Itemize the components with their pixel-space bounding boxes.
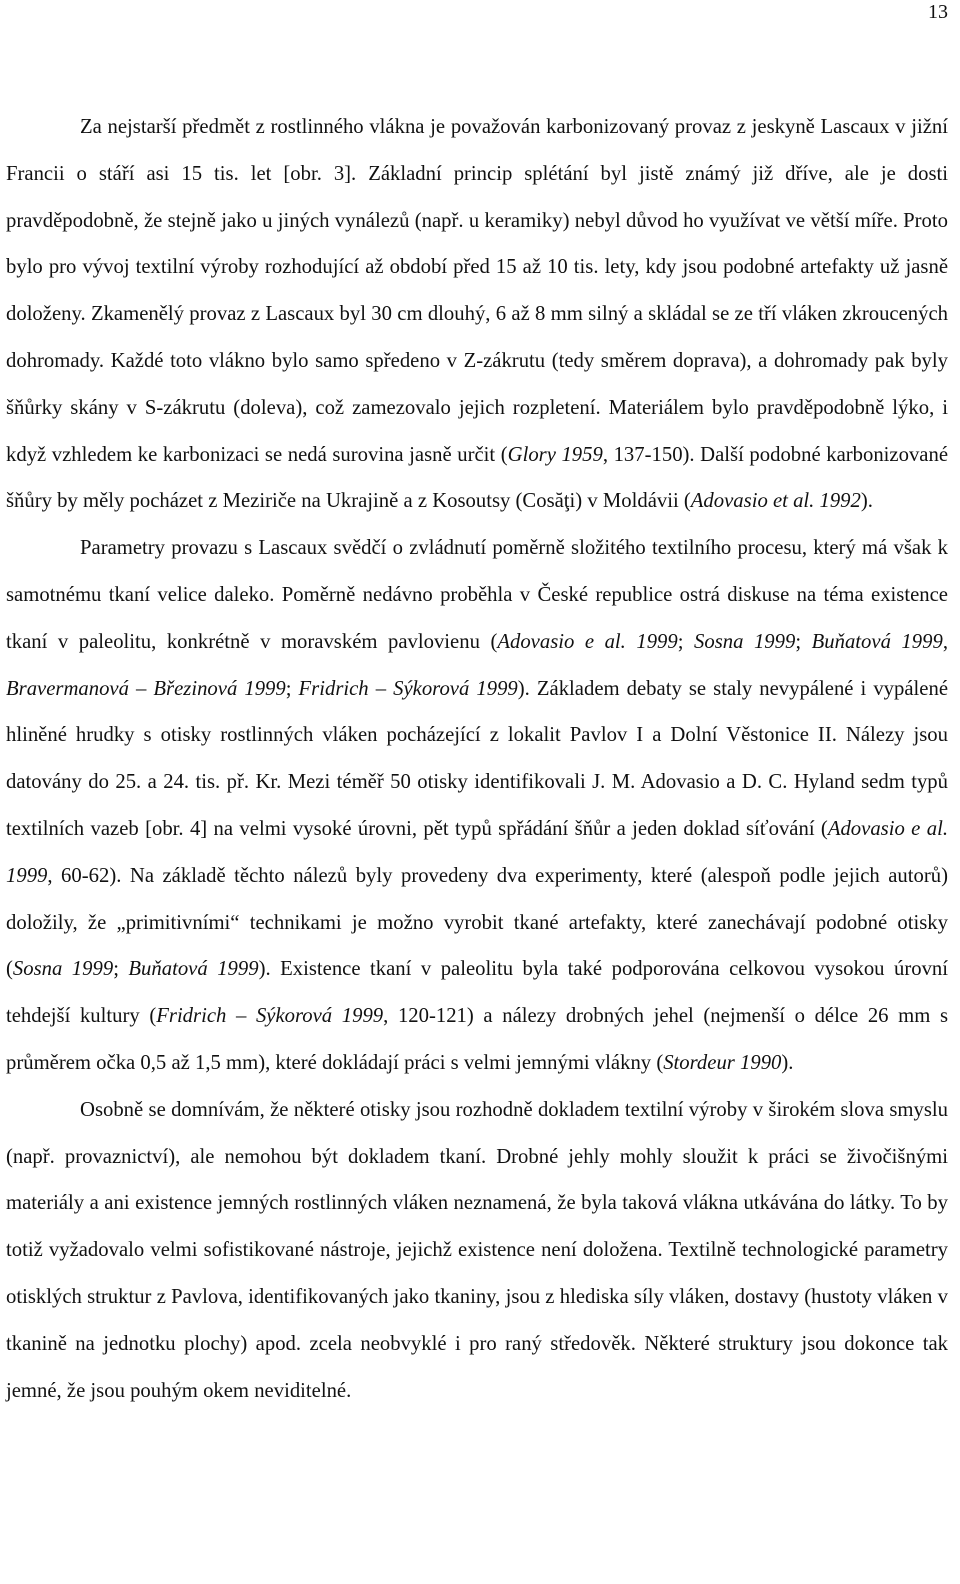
citation: Buňatová 1999 (811, 630, 943, 653)
text-run: ; (113, 958, 129, 981)
paragraph-2 (6, 525, 948, 1087)
text-run: ; (795, 630, 812, 653)
citation: Buňatová 1999 (128, 958, 259, 981)
text-run: ). Základem debaty se staly nevypálené i vypálené hliněné hrudky s otisky rostlinných vláken pocházející z lokalit Pavlov I a Dolní Věstonice II. Nálezy jsou datovány do 25. a 24. tis. př. Kr. Mezi téměř 50 otisky identifikovali J. M. Adovasio a D. C. Hyland sedm typů textilních vazeb [obr. 4] na velmi vysoké úrovni, pět typů spřádání šňůr a jeden doklad síťování ( (6, 677, 949, 840)
citation: Glory 1959 (507, 443, 603, 466)
citation: Bravermanová – Březinová 1999 (6, 677, 286, 700)
citation: Stordeur 1990 (663, 1051, 782, 1074)
text-run: ; (285, 677, 299, 700)
text-run: , 120-121) a nálezy drobných jehel (nejmenší o délce 26 mm s průměrem očka 0,5 až 1,5 mm), které dokládají práci s velmi jemnými vlákny ( (6, 1005, 949, 1074)
text-run: ). (860, 490, 873, 513)
citation: Adovasio e al. 1999 (497, 630, 678, 653)
citation: Fridrich – Sýkorová 1999 (298, 677, 518, 700)
text-run: Za nejstarší předmět z rostlinného vlákna je považován karbonizovaný provaz z jeskyně Lascaux v jižní Francii o stáří asi 15 tis. let [obr. 3]. Základní princip splétání byl jistě známý již dříve, ale je dosti pravděpodobně, že stejně jako u jiných vynálezů (např. u keramiky) nebyl důvod ho využívat ve větší míře. Proto bylo pro vývoj textilní výroby rozhodující až období před 15 až 10 tis. lety, kdy jsou podobné artefakty už jasně doloženy. Zkamenělý provaz z Lascaux byl 30 cm dlouhý, 6 až 8 mm silný a skládal se ze tří vláken zkroucených dohromady. Každé toto vlákno bylo samo spředeno v Z-zákrutu (tedy směrem doprava), a dohromady pak byly šňůrky skány v S-zákrutu (doleva), což zamezovalo jejich rozpletení. Materiálem bylo pravděpodobně lýko, i když vzhledem ke karbonizaci se nedá surovina jasně určit ( (6, 116, 948, 466)
text-run: Parametry provazu s Lascaux svědčí o zvládnutí poměrně složitého textilního procesu, který má však k samotnému tkaní velice daleko. Poměrně nedávno proběhla v České republice ostrá diskuse na téma existence tkaní v paleolitu, konkrétně v moravském pavlovienu ( (6, 537, 948, 653)
text-run: ). Existence tkaní v paleolitu byla také podporována celkovou vysokou úrovní tehdejší kultury ( (6, 958, 949, 1028)
text-run: , 60-62). Na základě těchto nálezů byly provedeny dva experimenty, které (alespoň podle jejich autorů) doložily, že „primitivními“ technikami je možno vyrobit tkané artefakty, které zanechávají podobné otisky ( (6, 864, 948, 981)
page-number: 13 (928, 1, 948, 23)
citation: Fridrich – Sýkorová 1999 (156, 1005, 384, 1028)
document-body (6, 104, 948, 1414)
text-run: Osobně se domnívám, že některé otisky jsou rozhodně dokladem textilní výroby v širokém slova smyslu (např. provaznictví), ale nemohou být dokladem tkaní. Drobné jehly mohly sloužit k práci se živočišnými materiály a ani existence jemných rostlinných vláken neznamená, že byla taková vlákna utkávána do látky. To by totiž vyžadovalo velmi sofistikované nástroje, jejichž existence není doložena. Textilně technologické parametry otisklých struktur z Pavlova, identifikovaných jako tkaniny, jsou z hlediska síly vláken, dostavy (hustoty vláken v tkanině na jednotku plochy) apod. zcela neobvyklé i pro raný středověk. Některé struktury jsou dokonce tak jemné, že jsou pouhým okem neviditelné. (6, 1098, 948, 1402)
text-run: , 137-150). Další podobné karbonizované šňůry by měly pocházet z Meziriče na Ukrajině a z Kosoutsy (Cosăţi) v Moldávii ( (6, 443, 948, 513)
citation: Sosna 1999 (694, 630, 796, 653)
paragraph-3 (6, 1087, 948, 1415)
paragraph-1 (6, 104, 948, 525)
citation: Adovasio e al. 1999 (6, 817, 948, 887)
text-run: , (942, 630, 948, 653)
text-run: ). (781, 1051, 794, 1074)
text-run: ; (677, 630, 695, 653)
citation: Adovasio et al. 1992 (690, 490, 861, 513)
citation: Sosna 1999 (12, 958, 114, 981)
